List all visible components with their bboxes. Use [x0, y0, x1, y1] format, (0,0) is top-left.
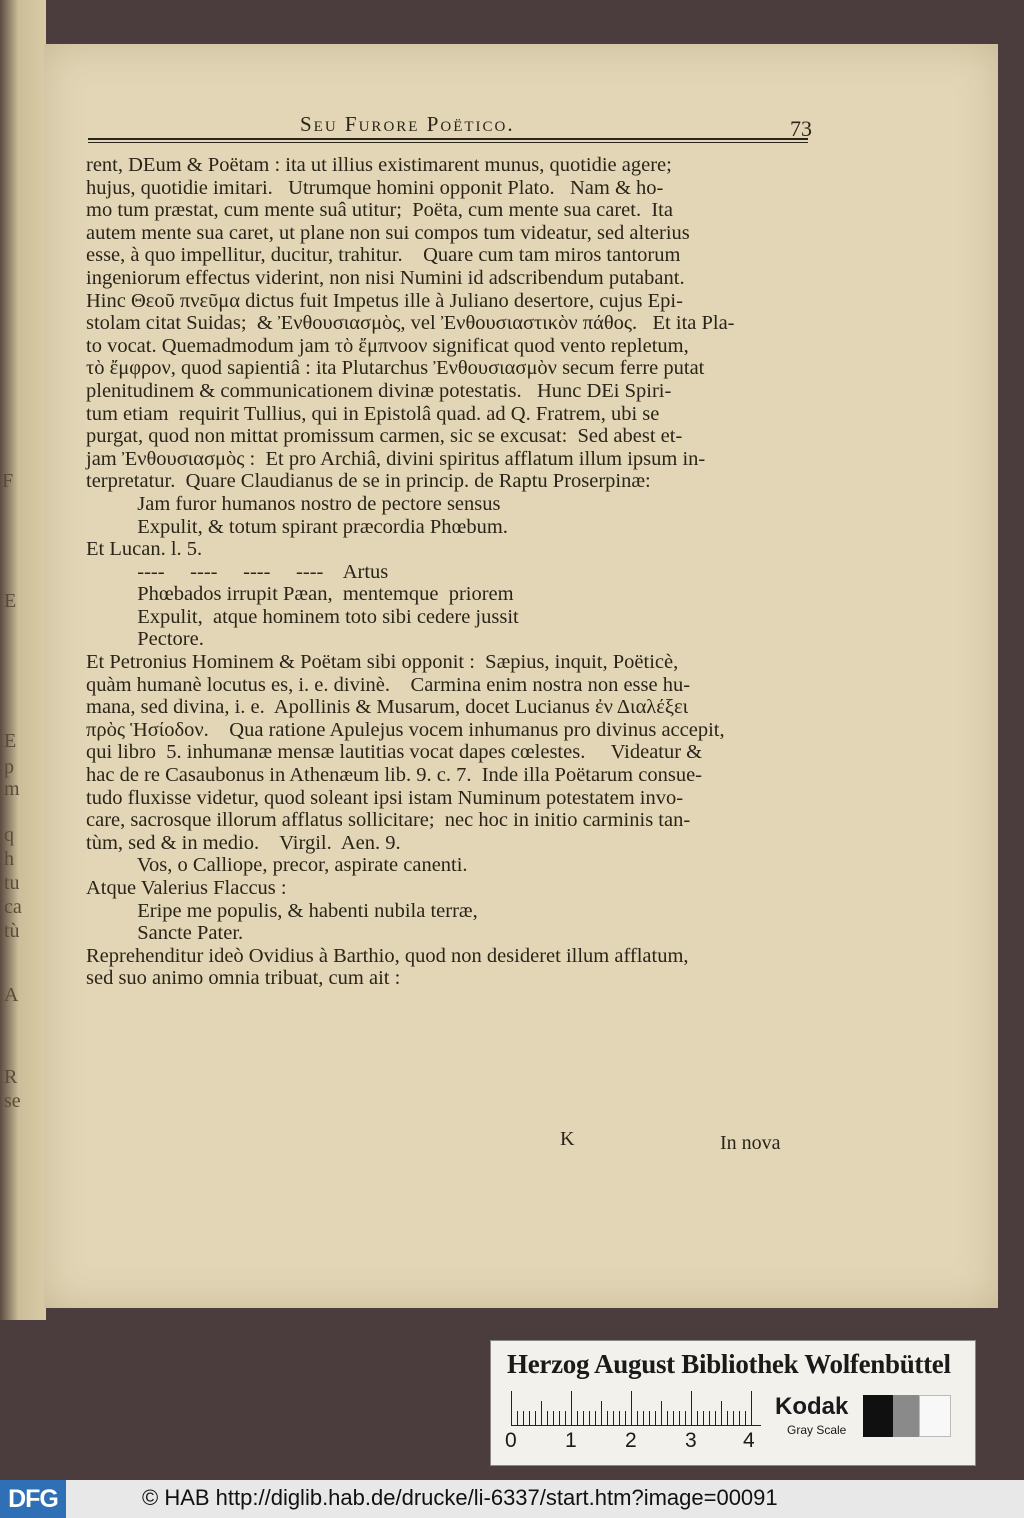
text-line: hac de re Casaubonus in Athenæum lib. 9. c. 7. Inde illa Poëtarum consue- [86, 764, 703, 787]
text-line: Phœbados irrupit Pæan, mentemque priorem [86, 583, 514, 606]
scale-number: 3 [685, 1429, 697, 1452]
edge-fragment: E [4, 730, 17, 752]
ruler-tick [607, 1411, 608, 1425]
text-line: hujus, quotidie imitari. Utrumque homini opponit Plato. Nam & ho- [86, 176, 664, 199]
text-line: purgat, quod non mittat promissum carmen, sic se excusat: Sed abest et- [86, 425, 683, 448]
ruler-tick [559, 1411, 560, 1425]
text-line: mo tum præstat, cum mente suâ utitur; Poëta, cum mente sua caret. Ita [86, 199, 673, 222]
ruler-tick [523, 1411, 524, 1425]
text-line: Reprehenditur ideò Ovidius à Barthio, quod non desideret illum afflatum, [86, 944, 689, 967]
edge-fragment: F [2, 470, 14, 492]
ruler-tick [685, 1411, 686, 1425]
text-line: tudo fluxisse videtur, quod soleant ipsi istam Numinum potestatem invo- [86, 786, 684, 809]
kodak-brand: Kodak [775, 1393, 849, 1420]
kodak-color-bar [490, 1340, 976, 1466]
ruler-tick [709, 1411, 710, 1425]
ruler-tick [529, 1411, 530, 1425]
text-line: jam Ἐνθουσιασμὸς : Et pro Archiâ, divini spiritus afflatum illum ipsum in- [86, 447, 706, 470]
text-line: Pectore. [86, 628, 204, 651]
ruler-tick [727, 1411, 728, 1425]
edge-fragment: ca [4, 896, 22, 918]
ruler-tick [613, 1411, 614, 1425]
text-line: Atque Valerius Flaccus : [86, 877, 287, 899]
footer-bar [0, 1480, 1024, 1518]
text-line: sed suo animo omnia tribuat, cum ait : [86, 967, 401, 990]
catchword: In nova [720, 1132, 781, 1154]
text-line: ingeniorum effectus viderint, non nisi Numini id adscribendum putabant. [86, 266, 685, 289]
ruler-tick [691, 1391, 692, 1425]
edge-fragment: q [4, 824, 14, 846]
ruler-tick [649, 1411, 650, 1425]
scale-ruler [511, 1389, 761, 1426]
edge-fragment: se [4, 1090, 21, 1112]
text-line: mana, sed divina, i. e. Apollinis & Musarum, docet Lucianus ἐν Διαλέξει [86, 696, 689, 719]
text-line: Vos, o Calliope, precor, aspirate canenti. [86, 854, 468, 877]
ruler-tick [595, 1411, 596, 1425]
text-line: Expulit, atque hominem toto sibi cedere jussit [86, 605, 519, 628]
ruler-tick [535, 1411, 536, 1425]
ruler-tick [589, 1411, 590, 1425]
text-line: Sancte Pater. [86, 922, 244, 945]
ruler-tick [739, 1411, 740, 1425]
credit-link[interactable]: © HAB http://diglib.hab.de/drucke/li-6337/start.htm?image=00091 [142, 1485, 778, 1510]
scale-number: 0 [505, 1429, 517, 1452]
black-swatch [863, 1395, 893, 1437]
ruler-tick [661, 1401, 662, 1425]
edge-fragment: p [4, 756, 14, 778]
signature-mark: K [560, 1128, 575, 1150]
edge-fragment: m [4, 778, 20, 800]
gray-scale-label: Gray Scale [787, 1423, 847, 1437]
text-line: care, sacrosque illorum afflatus sollicitare; nec hoc in initio carminis tan- [86, 809, 691, 832]
text-line: qui libro 5. inhumanæ mensæ lautitias vocat dapes cœlestes. Videatur & [86, 741, 703, 764]
text-line: esse, à quo impellitur, ducitur, trahitur. Quare cum tam miros tantorum [86, 244, 681, 267]
text-line: to vocat. Quemadmodum jam τὸ ἔμπνοον significat quod vento repletum, [86, 334, 689, 357]
ruler-tick [751, 1391, 752, 1425]
text-line: rent, DEum & Poëtam : ita ut illius existimarent munus, quotidie agere; [86, 154, 672, 176]
edge-fragment: R [4, 1066, 18, 1088]
ruler-tick [679, 1411, 680, 1425]
ruler-tick [703, 1411, 704, 1425]
ruler-tick [655, 1411, 656, 1425]
ruler-tick [715, 1411, 716, 1425]
ruler-tick [541, 1401, 542, 1425]
ruler-tick [625, 1411, 626, 1425]
ruler-tick [511, 1391, 512, 1425]
text-line: Jam furor humanos nostro de pectore sensus [86, 492, 501, 515]
ruler-tick [565, 1411, 566, 1425]
scale-number: 2 [625, 1429, 637, 1452]
scale-number: 1 [565, 1429, 577, 1452]
ruler-tick [745, 1411, 746, 1425]
ruler-tick [601, 1401, 602, 1425]
text-line: stolam citat Suidas; & Ἐνθουσιασμὸς, vel Ἐνθουσιαστικὸν πάθος. Et ita Pla- [86, 312, 735, 335]
text-line: autem mente sua caret, ut plane non sui compos tum videatur, sed alterius [86, 221, 690, 244]
ruler-tick [643, 1411, 644, 1425]
page-number: 73 [790, 116, 812, 141]
ruler-tick [577, 1411, 578, 1425]
edge-fragment: h [4, 848, 14, 870]
page-body-text [86, 154, 735, 990]
ruler-tick [637, 1411, 638, 1425]
scale-number: 4 [743, 1429, 755, 1452]
white-swatch [919, 1395, 951, 1437]
ruler-tick [517, 1411, 518, 1425]
text-line: plenitudinem & communicationem divinæ potestatis. Hunc DEi Spiri- [86, 379, 672, 402]
edge-fragment: tu [4, 872, 20, 894]
ruler-tick [733, 1411, 734, 1425]
ruler-tick [583, 1411, 584, 1425]
edge-fragment: E [4, 590, 17, 612]
ruler-tick [631, 1391, 632, 1425]
library-name: Herzog August Bibliothek Wolfenbüttel [507, 1349, 951, 1379]
edge-fragment: A [4, 984, 19, 1006]
ruler-tick [547, 1411, 548, 1425]
ruler-tick [697, 1411, 698, 1425]
edge-fragment: tù [4, 920, 20, 942]
text-line: Et Petronius Hominem & Poëtam sibi opponit : Sæpius, inquit, Poëticè, [86, 651, 679, 674]
text-line: Hinc Θεοῦ πνεῦμα dictus fuit Impetus ille à Juliano desertore, cujus Epi- [86, 289, 683, 312]
text-line: ---- ---- ---- ---- Artus [86, 560, 389, 583]
adjacent-page-edge [0, 0, 46, 1320]
text-line: terpretatur. Quare Claudianus de se in princip. de Raptu Proserpinæ: [86, 470, 651, 493]
text-line: quàm humanè locutus es, i. e. divinè. Carmina enim nostra non esse hu- [86, 673, 691, 696]
header-rule [88, 138, 808, 143]
ruler-tick [571, 1391, 572, 1425]
ruler-tick [673, 1411, 674, 1425]
gray-swatch [893, 1395, 919, 1437]
ruler-tick [619, 1411, 620, 1425]
text-line: tum etiam requirit Tullius, qui in Epistolâ quad. ad Q. Fratrem, ubi se [86, 402, 660, 425]
text-line: tùm, sed & in medio. Virgil. Aen. 9. [86, 831, 401, 854]
text-line: Et Lucan. l. 5. [86, 538, 203, 561]
text-line: τὸ ἔμφρον, quod sapientiâ : ita Plutarchus Ἐνθουσιασμὸν secum ferre putat [86, 357, 705, 380]
ruler-tick [553, 1411, 554, 1425]
running-head: Seu Furore Poëtico. [300, 112, 515, 136]
text-line: πρὸς Ἡσίοδον. Qua ratione Apulejus vocem inhumanus pro divinus accepit, [86, 718, 725, 741]
dfg-logo: DFG [0, 1480, 66, 1518]
text-line: Eripe me populis, & habenti nubila terræ, [86, 899, 478, 922]
ruler-tick [721, 1401, 722, 1425]
ruler-tick [667, 1411, 668, 1425]
text-line: Expulit, & totum spirant præcordia Phœbum. [86, 515, 508, 538]
